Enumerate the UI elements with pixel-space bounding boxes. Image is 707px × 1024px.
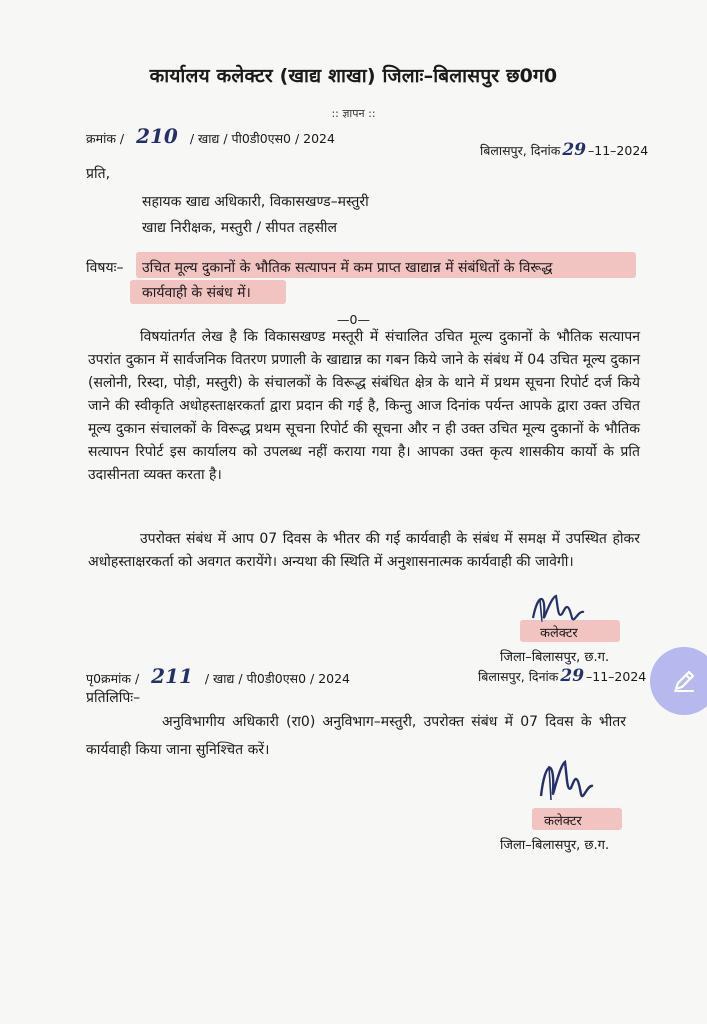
- recipient-2: खाद्य निरीक्षक, मस्तुरी / सीपत तहसील: [142, 220, 338, 236]
- copy-label: प्रतिलिपिः–: [86, 690, 141, 706]
- signature-district: जिला–बिलासपुर, छ.ग.: [500, 838, 610, 853]
- body-paragraph-1: विषयांतर्गत लेख है कि विकासखण्ड मस्तूरी में संचालित उचित मूल्य दुकानों के भौतिक सत्यापन उपरांत दुकान में सार्वजनिक वितरण प्रणाली के खाद्यान्न का गबन किये जाने के संबंध में 04 उचित मूल्य दुकान (सलोनी, रिस्दा, पोड़ी, मस्तुरी) के संचालकों के विरूद्ध संबंधित क्षेत्र के थाने में प्रथम सूचना रिपोर्ट दर्ज किये जाने की स्वीकृति अधोहस्ताक्षरकर्ता द्वारा प्रदान की गई है, किन्तु आज दिनांक पर्यन्त आपके द्वारा उक्त उचित मूल्य दुकान संचालकों के विरूद्ध प्रथम सूचना रिपोर्ट की सूचना और न ही उक्त उचित मूल्य दुकानों के भौतिक सत्यापन रिपोर्ट इस कार्यालय को उपलब्ध नहीं कराया गया है। आपका उक्त कृत्य शासकीय कार्यो के प्रति उदासीनता व्यक्त करता है।: [88, 329, 640, 483]
- subject-line-2: कार्यवाही के संबंध में।: [142, 285, 251, 301]
- divider: —0—: [337, 312, 370, 327]
- body-paragraph-2: उपरोक्त संबंध में आप 07 दिवस के भीतर की गई कार्यवाही के संबंध में समक्ष में उपस्थित होकर अधोहस्ताक्षरकर्ता को अवगत करायेंगे। अन्यथा की स्थिति में अनुशासनात्मक कार्यवाही की जावेगी।: [88, 531, 640, 570]
- copy-text: अनुविभागीय अधिकारी (रा0) अनुविभाग–मस्तुरी, उपरोक्त संबंध में 07 दिवस के भीतर कार्यवाही किया जाना सुनिश्चित करें।: [86, 714, 626, 758]
- date-suffix: –11–2024: [588, 143, 649, 158]
- recipient-1: सहायक खाद्य अधिकारी, विकासखण्ड–मस्तुरी: [142, 194, 369, 210]
- ref-suffix: / खाद्य / पी0डी0एस0 / 2024: [189, 131, 335, 146]
- subject-label: विषयः–: [86, 260, 124, 276]
- ref-prefix: पृ0क्रमांक /: [86, 671, 140, 686]
- ref-date-1: [480, 140, 648, 160]
- date-prefix: बिलासपुर, दिनांक: [478, 669, 559, 684]
- ref-prefix: क्रमांक /: [86, 131, 125, 146]
- ref-line-1: [86, 124, 335, 148]
- ref-number: 211: [151, 664, 193, 688]
- ref-number: 210: [136, 124, 178, 148]
- signature-district: जिला–बिलासपुर, छ.ग.: [500, 650, 610, 665]
- signature-designation: कलेक्टर: [544, 814, 582, 829]
- edit-pen-icon: [669, 666, 699, 696]
- date-day: 29: [562, 140, 587, 160]
- edit-button[interactable]: [650, 647, 707, 715]
- signature-mark: [535, 752, 595, 808]
- ref-line-2: [86, 664, 350, 688]
- office-title: कार्यालय कलेक्टर (खाद्य शाखा) जिलाः–बिलासपुर छ0ग0: [149, 65, 558, 87]
- date-prefix: बिलासपुर, दिनांक: [480, 143, 561, 158]
- subject-line-1: उचित मूल्य दुकानों के भौतिक सत्यापन में कम प्राप्त खाद्यान्न में संबंधितों के विरूद्ध: [142, 260, 553, 276]
- date-suffix: –11–2024: [586, 669, 647, 684]
- ref-suffix: / खाद्य / पी0डी0एस0 / 2024: [204, 671, 351, 686]
- signature-designation: कलेक्टर: [540, 626, 578, 641]
- ref-date-2: [478, 666, 646, 686]
- date-day: 29: [560, 666, 585, 686]
- memo-label: :: ज्ञापन ::: [331, 107, 376, 120]
- to-label: प्रति,: [86, 166, 111, 182]
